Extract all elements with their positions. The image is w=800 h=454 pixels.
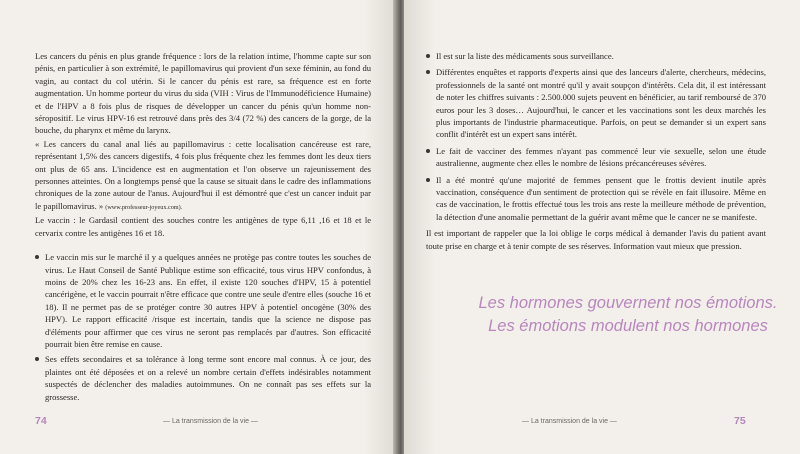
quote-anal-cancer bbox=[35, 138, 371, 214]
list-item-text: Il a été montré qu'une majorité de femmes pensent que le frottis devient inutile après vaccination, conséquence d'un sentiment de protection qui se révèle en fait illusoire. Même en cas de vaccination, le frottis effectué tous les trois ans reste la meilleure méthode de prévention, la détection d'une anomalie permettant de la guérir avant même que le cancer ne se manifeste. bbox=[436, 174, 766, 222]
list-item bbox=[35, 251, 371, 350]
bullet-icon bbox=[426, 178, 430, 182]
paragraph-penile-cancer: Les cancers du pénis en plus grande fréquence : lors de la relation intime, l'homme capte sur son pénis, en particulier à son extrémité, le papillomavirus qui provient d'un sexe féminin, au fond du vagin, au contact du col utérin. Si le cancer du pénis est rare, sa fréquence est en forte augmentation. Un homme porteur du virus du sida (VIH : Virus de l'Immunodéficience Humaine) et de l'HPV a 8 fois plus de risques de développer un cancer du pénis qu'un homme non-séropositif. Le virus HPV-16 est retrouvé dans près des 3/4 (72 %) des cancers de la gorge, de la bouche, du pharynx et même du larynx. bbox=[35, 51, 371, 136]
quote-text: « Les cancers du canal anal liés au papillomavirus : cette localisation cancéreuse est rare, représentant 1,5% des cancers digestifs, 4 fois plus fréquente chez les femmes dont les deux tiers ont plus de 65 ans. L'incidence est en augmentation et l'on observe un rajeunissement des personnes atteintes. On a longtemps pensé que la cause se situait dans le cadre des inflammations chroniques de la zone autour de l'anus. Aujourd'hui il est démontré que c'est un cancer induit par le papillomavirus. » bbox=[35, 138, 371, 211]
list-item-text: Différentes enquêtes et rapports d'experts ainsi que des lanceurs d'alerte, chercheurs, médecins, professionnels de la santé ont montré qu'il y avait soupçon d'intérêts. Cela dit, il est intéressant de noter les chiffres suivants : 2.500.000 sujets peuvent en bénéficier, au tarif remboursé de 370 euros pour les 3 doses… Aujourd'hui, le cancer et les vaccinations sont les deux marchés les plus importants de l'industrie pharmaceutique. Parfois, on peut se demander si un expert sans conflit d'intérêt est un expert sans intérêt. bbox=[436, 67, 766, 140]
quote-source: (www.professeur-joyeux.com). bbox=[105, 203, 183, 211]
left-text-column bbox=[35, 50, 371, 406]
right-page bbox=[404, 0, 800, 454]
list-item-text: Ses effets secondaires et sa tolérance à long terme sont encore mal connus. À ce jour, des plaintes ont été déposées et on a relevé un nombre certain d'effets indésirables notamment suspectés de déclencher des maladies autoimmunes. On ne connaît pas ses effets sur la grossesse. bbox=[45, 354, 371, 402]
pull-quote-line-1: Les hormones gouvernent nos émotions. bbox=[478, 294, 778, 312]
list-item-text: Le vaccin mis sur le marché il y a quelques années ne protège pas contre toutes les souches de virus. Le Haut Conseil de Santé Publique estime son efficacité, tous virus HPV confondus, à moins de 20% chez les 16-23 ans. En effet, il existe 120 souches d'HPV, 15 à potentiel cancérigène, et le vaccin pourrait n'être efficace que contre une seule d'entre elles (souche 16 et 18). Il ne permet pas de se protéger contre 30 autres HPV à potentiel oncogène (30% des HPV). Le rapport efficacité /risque est incertain, tandis que la science ne dispose pas d'éléments pour affirmer que ces virus ne seront pas remplacés par d'autres. Son efficacité pourrait bien être remise en cause. bbox=[45, 252, 371, 349]
page-number: 74 bbox=[35, 415, 47, 427]
bullet-icon bbox=[35, 255, 39, 259]
list-item bbox=[35, 353, 371, 403]
right-bullet-list bbox=[426, 50, 766, 223]
list-item-text: Il est sur la liste des médicaments sous surveillance. bbox=[436, 51, 614, 61]
page-number: 75 bbox=[734, 415, 746, 427]
list-item bbox=[426, 145, 766, 170]
list-item bbox=[426, 174, 766, 224]
left-page bbox=[0, 0, 396, 454]
bullet-icon bbox=[426, 54, 430, 58]
paragraph-consent: Il est important de rappeler que la loi oblige le corps médical à demander l'avis du patient avant toute prise en charge et à tenir compte de ses réserves. Information vaut mieux que pression. bbox=[426, 228, 766, 251]
paragraph-vaccine: Le vaccin : le Gardasil contient des souches contre les antigènes de type 6,11 ,16 et 18 et le cervarix contre les antigènes 16 et 18. bbox=[35, 215, 371, 238]
list-item-text: Le fait de vacciner des femmes n'ayant pas commencé leur vie sexuelle, selon une étude australienne, augmente chez elles le nombre de lésions précancéreuses sévères. bbox=[436, 145, 766, 169]
right-text-column bbox=[426, 50, 766, 252]
bullet-icon bbox=[426, 70, 430, 74]
pull-quote-line-2: Les émotions modulent nos hormones bbox=[488, 317, 768, 335]
left-bullet-list bbox=[35, 251, 371, 403]
bullet-icon bbox=[426, 149, 430, 153]
list-item bbox=[426, 50, 766, 62]
running-footer: — La transmission de la vie — bbox=[522, 418, 617, 425]
bullet-icon bbox=[35, 357, 39, 361]
running-footer: — La transmission de la vie — bbox=[163, 418, 258, 425]
list-item bbox=[426, 66, 766, 140]
pull-quote bbox=[468, 292, 788, 338]
